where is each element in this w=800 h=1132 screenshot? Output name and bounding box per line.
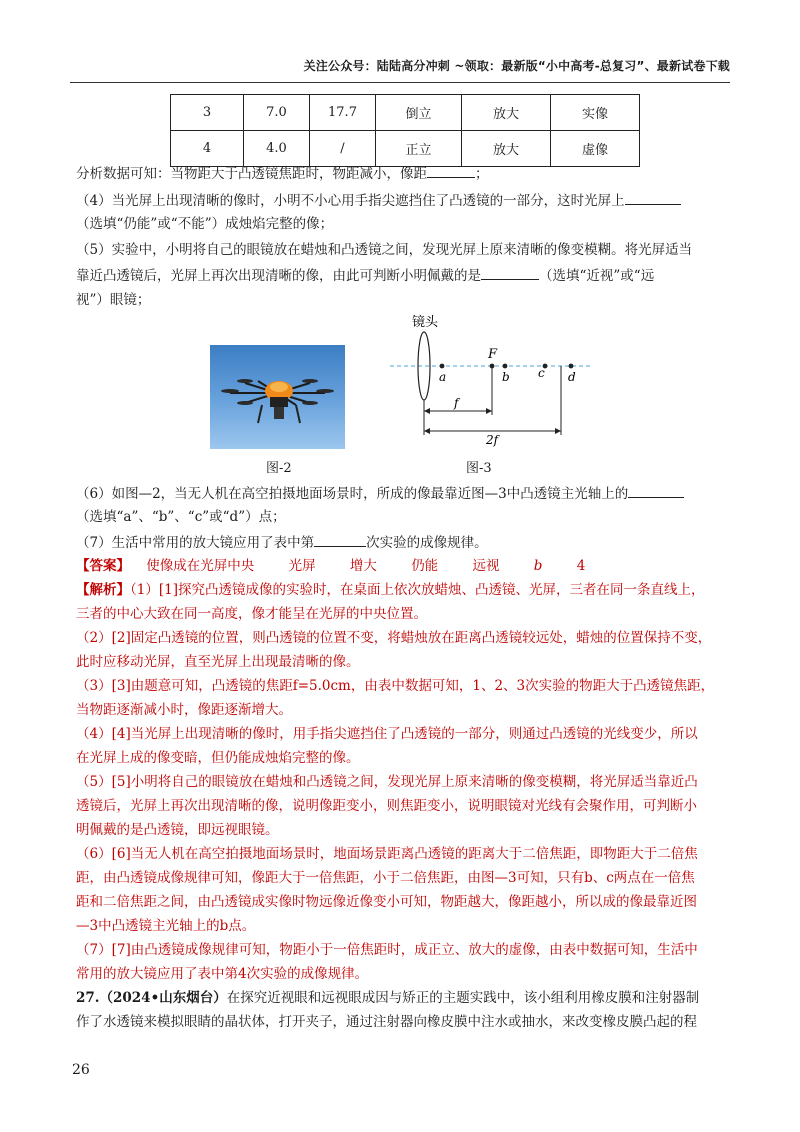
analysis-line: （4）[4]当光屏上出现清晰的像时，用手指尖遮挡住了凸透镜的一部分，则通过凸透镜的光线变少，所以 <box>76 726 698 742</box>
answer-item: 远视 <box>472 558 500 574</box>
analysis-line: （2）[2]固定凸透镜的位置，则凸透镜的位置不变，将蜡烛放在距离凸透镜较远处，蜡烛的位置保持不变， <box>76 630 712 646</box>
question-6-line2: （选填“a”、“b”、“c”或“d”）点； <box>76 509 286 525</box>
analysis-line: （5）[5]小明将自己的眼镜放在蜡烛和凸透镜之间，发现光屏上原来清晰的像变模糊，将光屏适当靠近凸 <box>76 774 698 790</box>
question-7-text <box>76 532 488 553</box>
table-cell: 倒立 <box>376 95 462 131</box>
lens-label: 镜头 <box>412 315 439 330</box>
table-cell: 7.0 <box>244 95 310 131</box>
analysis-line <box>76 580 704 600</box>
analysis-line: （6）[6]当无人机在高空拍摄地面场景时，地面场景距离凸透镜的距离大于二倍焦距，即物距大于二倍焦 <box>76 846 698 862</box>
q3-stem: 分析数据可知：当物距大于凸透镜焦距时，物距减小，像距 <box>76 166 427 182</box>
point-label: a <box>439 370 447 384</box>
answer-item: 使像成在光屏中央 <box>146 558 255 574</box>
table-row <box>171 131 640 167</box>
answer-label: 【答案】 <box>76 558 130 574</box>
question-5-line2 <box>76 265 654 286</box>
focus-point <box>490 364 495 369</box>
table-cell: 正立 <box>376 131 462 167</box>
analysis-line: 明佩戴的是凸透镜，即远视眼镜。 <box>76 822 279 838</box>
data-table <box>170 94 640 167</box>
answer-item: 仍能 <box>411 558 439 574</box>
analysis-label: 【解析】 <box>76 582 130 598</box>
analysis-line: 此时应移动光屏，直至光屏上出现最清晰的像。 <box>76 654 360 670</box>
q7-stem: （7）生活中常用的放大镜应用了表中第 <box>76 535 315 551</box>
answer-blank <box>314 532 366 547</box>
page-number: 26 <box>72 1062 90 1078</box>
point-a <box>440 364 445 369</box>
table-row <box>171 95 640 131</box>
drone-icon <box>210 345 345 449</box>
q3-end: ； <box>475 166 489 182</box>
f-label: f <box>454 396 459 410</box>
analysis-line: 距，由凸透镜成像规律可知，像距大于一倍焦距，小于二倍焦距，由图—3可知，只有b、c两点在一倍焦 <box>76 870 695 886</box>
answer-blank <box>625 190 681 205</box>
question-27-line2: 作了水透镜来模拟眼睛的晶状体，打开夹子，通过注射器向橡皮膜中注水或抽水，来改变橡皮膜凸起的程 <box>76 1014 697 1030</box>
analysis-line: 当物距逐渐减小时，像距逐渐增大。 <box>76 702 292 718</box>
answer-line <box>76 556 585 576</box>
analysis-line: 透镜后，光屏上再次出现清晰的像，说明像距变小，则焦距变小，说明眼镜对光线有会聚作用，可判断小 <box>76 798 697 814</box>
q5-options: （选填“近视”或“远 <box>539 268 655 284</box>
table-cell: 虚像 <box>551 131 640 167</box>
analysis-line: 三者的中心大致在同一高度，像才能呈在光屏的中央位置。 <box>76 606 427 622</box>
table-cell: 实像 <box>551 95 640 131</box>
point-b <box>503 364 508 369</box>
q27-stem: 在探究近视眼和远视眼成因与矫正的主题实践中，该小组利用橡皮膜和注射器制 <box>226 990 700 1006</box>
q4-stem: （4）当光屏上出现清晰的像时，小明不小心用手指尖遮挡住了凸透镜的一部分，这时光屏上 <box>76 193 625 209</box>
analysis-text: （1）[1]探究凸透镜成像的实验时，在桌面上依次放蜡烛、凸透镜、光屏，三者在同一条直线上， <box>130 582 705 598</box>
point-d <box>569 364 574 369</box>
page-header: 关注公众号：陆陆高分冲刺 ~领取：最新版“小中高考-总复习”、最新试卷下载 <box>303 59 730 73</box>
question-27-line1 <box>76 988 699 1008</box>
question-3-text <box>76 163 489 184</box>
q7-end: 次实验的成像规律。 <box>366 535 488 551</box>
answer-item: 4 <box>576 558 586 574</box>
figure-2-caption: 图-2 <box>266 461 292 476</box>
analysis-line: （3）[3]由题意可知，凸透镜的焦距f=5.0cm，由表中数据可知，1、2、3次实验的物距大于凸透镜焦距， <box>76 678 715 694</box>
question-5-line3: 视”）眼镜； <box>76 292 151 308</box>
question-number: 27. <box>76 990 100 1006</box>
focus-label: F <box>488 347 498 362</box>
question-5-line1: （5）实验中，小明将自己的眼镜放在蜡烛和凸透镜之间，发现光屏上原来清晰的像变模糊。将光屏适当 <box>76 242 693 258</box>
point-label: c <box>538 366 545 380</box>
question-source: （2024•山东烟台） <box>99 990 227 1006</box>
q6-stem: （6）如图—2，当无人机在高空拍摄地面场景时，所成的像最靠近图—3中凸透镜主光轴上的 <box>76 486 629 502</box>
header-divider <box>70 82 730 83</box>
question-4-line1 <box>76 190 681 211</box>
answer-item: 增大 <box>349 558 377 574</box>
answer-blank <box>481 265 539 280</box>
table-cell: 4 <box>171 131 244 167</box>
table-cell: 4.0 <box>244 131 310 167</box>
q5-stem: 靠近凸透镜后，光屏上再次出现清晰的像，由此可判断小明佩戴的是 <box>76 268 481 284</box>
table-cell: 3 <box>171 95 244 131</box>
analysis-line: —3中凸透镜主光轴上的b点。 <box>76 918 256 934</box>
analysis-line: 在光屏上成的像变暗，但仍能成烛焰完整的像。 <box>76 750 360 766</box>
lens-diagram <box>380 310 600 450</box>
table-cell: / <box>310 131 376 167</box>
question-6-line1 <box>76 483 684 504</box>
table-cell: 17.7 <box>310 95 376 131</box>
analysis-line: 距和二倍焦距之间，由凸透镜成实像时物远像近像变小可知，物距越大，像距越小，所以成的像最靠近图 <box>76 894 697 910</box>
drone-photo <box>210 345 345 449</box>
table-cell: 放大 <box>462 131 551 167</box>
answer-blank <box>427 163 475 178</box>
point-label: b <box>502 370 510 384</box>
answer-blank <box>628 483 684 498</box>
question-4-line2: （选填“仍能”或“不能”）成烛焰完整的像； <box>76 216 334 232</box>
2f-label: 2f <box>486 433 499 447</box>
answer-item: b <box>533 558 543 574</box>
analysis-line: 常用的放大镜应用了表中第4次实验的成像规律。 <box>76 966 369 982</box>
point-label: d <box>568 370 576 384</box>
answer-item: 光屏 <box>288 558 316 574</box>
table-cell: 放大 <box>462 95 551 131</box>
figure-3-caption: 图-3 <box>466 461 492 476</box>
analysis-line: （7）[7]由凸透镜成像规律可知，物距小于一倍焦距时，成正立、放大的虚像，由表中数据可知，生活中 <box>76 942 698 958</box>
